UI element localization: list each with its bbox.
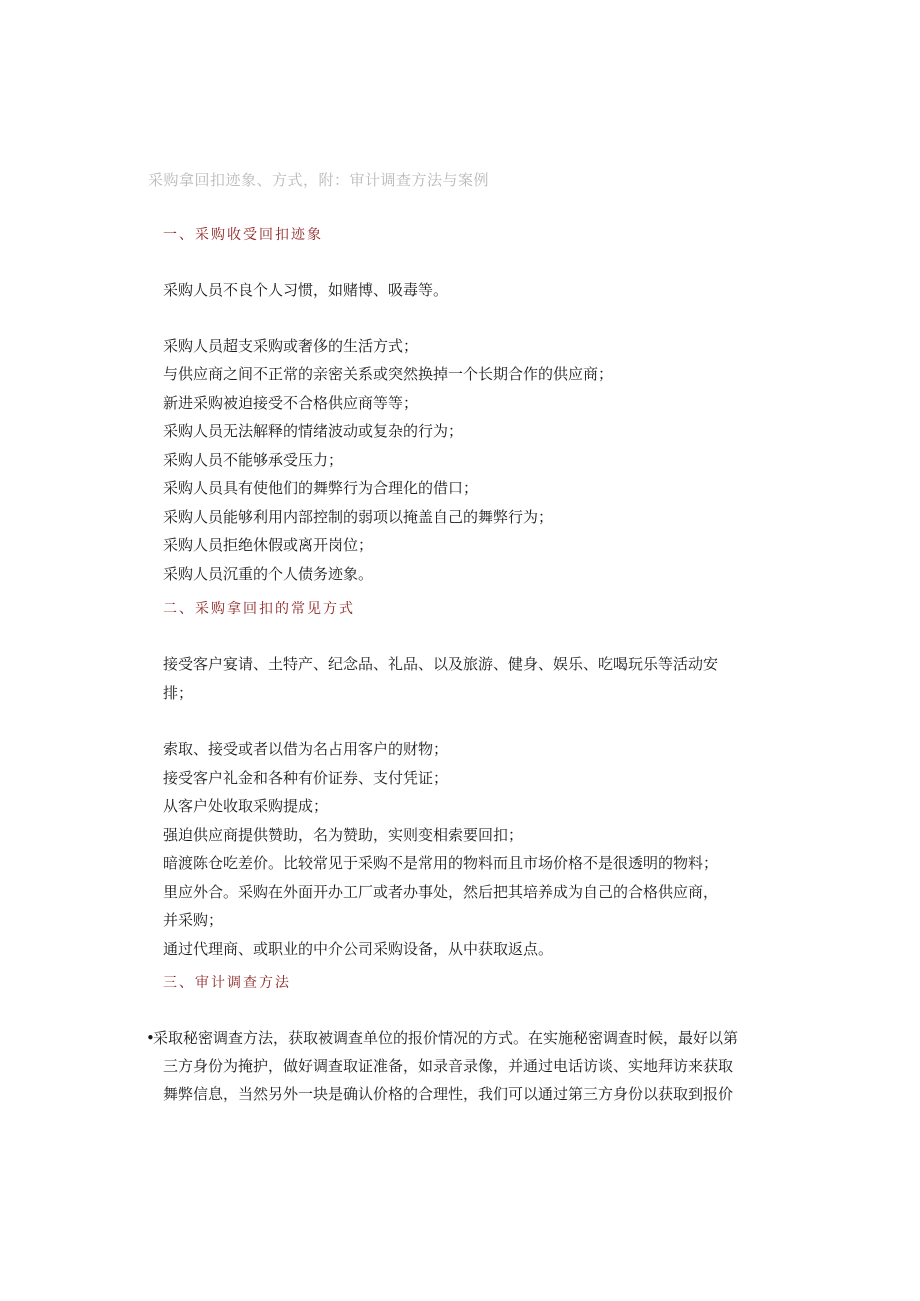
section-1-line-7: 采购人员具有使他们的舞弊行为合理化的借口； xyxy=(163,479,479,497)
bullet-icon: • xyxy=(146,1029,155,1047)
section-2-line-6: 强迫供应商提供赞助，名为赞助，实则变相索要回扣； xyxy=(163,826,524,844)
section-3-line-1: 采取秘密调查方法，获取被调查单位的报价情况的方式。在实施秘密调查时候，最好以第 xyxy=(153,1029,739,1047)
section-2-line-3: 索取、接受或者以借为名占用客户的财物； xyxy=(163,740,449,758)
section-3-bullet-paragraph xyxy=(146,1027,738,1048)
section-2-line-4: 接受客户礼金和各种有价证券、支付凭证； xyxy=(163,769,449,787)
section-heading-3: 三、审计调查方法 xyxy=(163,975,291,991)
section-2-line-8: 里应外合。采购在外面开办工厂或者办事处，然后把其培养成为自己的合格供应商， xyxy=(163,883,719,901)
section-1-line-8: 采购人员能够利用内部控制的弱项以掩盖自己的舞弊行为； xyxy=(163,508,554,526)
section-2-line-9: 并采购； xyxy=(163,911,224,929)
section-heading-1: 一、采购收受回扣迹象 xyxy=(163,227,323,243)
section-2-line-10: 通过代理商、或职业的中介公司采购设备，从中获取返点。 xyxy=(163,940,554,958)
section-heading-2: 二、采购拿回扣的常见方式 xyxy=(163,601,355,617)
section-2-line-2: 排； xyxy=(163,684,194,702)
section-1-line-2: 采购人员超支采购或奢侈的生活方式； xyxy=(163,337,419,355)
section-1-line-6: 采购人员不能够承受压力； xyxy=(163,451,344,469)
section-2-line-1: 接受客户宴请、土特产、纪念品、礼品、以及旅游、健身、娱乐、吃喝玩乐等活动安 xyxy=(163,655,719,673)
section-2-line-7: 暗渡陈仓吃差价。比较常见于采购不是常用的物料而且市场价格不是很透明的物料； xyxy=(163,854,719,872)
section-3-line-3: 舞弊信息，当然另外一块是确认价格的合理性，我们可以通过第三方身份以获取到报价 xyxy=(163,1085,734,1103)
section-1-line-10: 采购人员沉重的个人债务迹象。 xyxy=(163,565,374,583)
section-1-line-4: 新进采购被迫接受不合格供应商等等； xyxy=(163,394,419,412)
section-2-line-5: 从客户处收取采购提成； xyxy=(163,797,329,815)
section-1-line-3: 与供应商之间不正常的亲密关系或突然换掉一个长期合作的供应商； xyxy=(163,365,614,383)
section-1-line-1: 采购人员不良个人习惯，如赌博、吸毒等。 xyxy=(163,281,449,299)
section-3-line-2: 三方身份为掩护，做好调查取证准备，如录音录像，并通过电话访谈、实地拜访来获取 xyxy=(163,1057,734,1075)
section-1-line-5: 采购人员无法解释的情绪波动或复杂的行为； xyxy=(163,422,464,440)
section-1-line-9: 采购人员拒绝休假或离开岗位； xyxy=(163,536,374,554)
document-title: 采购拿回扣迹象、方式，附：审计调查方法与案例 xyxy=(148,171,490,189)
